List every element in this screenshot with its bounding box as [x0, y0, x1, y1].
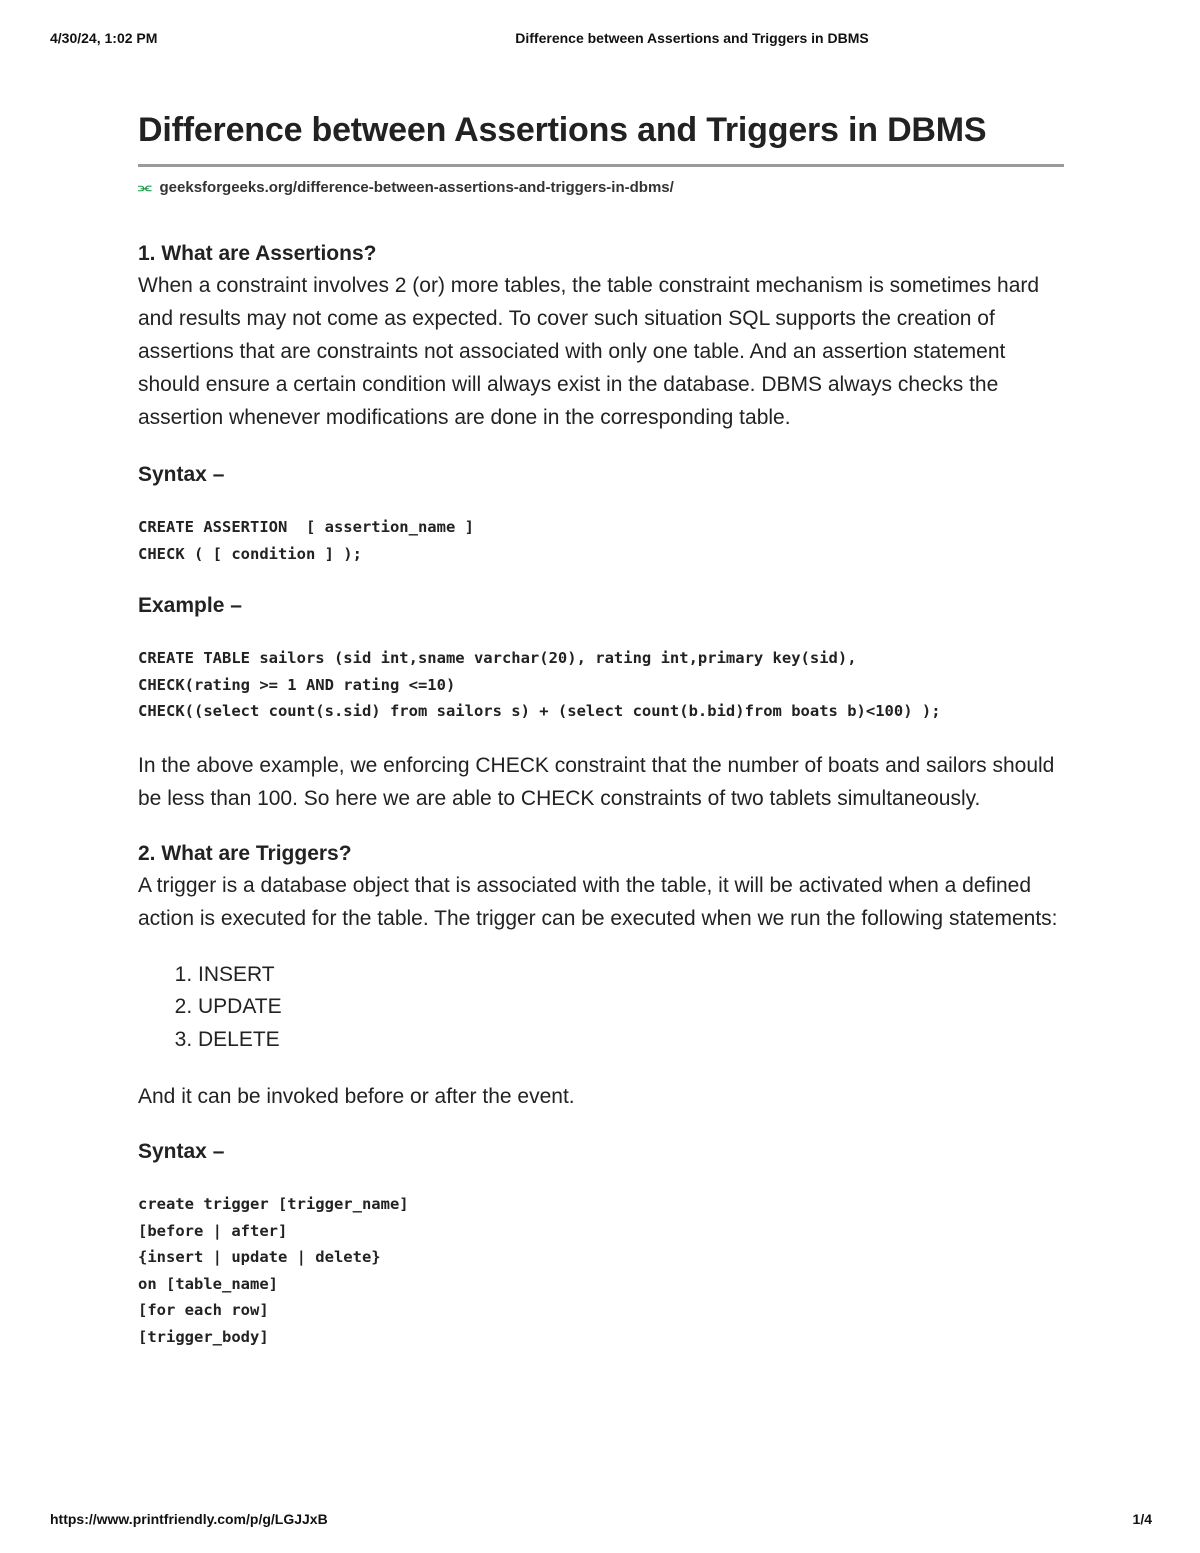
trigger-syntax-code: create trigger [trigger_name] [before | after] {insert | update | delete} on [table_name] [for each row] [trigger_body] — [138, 1195, 409, 1346]
link-icon: ⫘ — [138, 179, 152, 196]
section-heading-triggers: 2. What are Triggers? — [138, 841, 352, 865]
article — [138, 106, 1064, 1350]
triggers-paragraph: A trigger is a database object that is associated with the table, it will be activated when a defined action is executed for the table. The trigger can be executed when we run the following statements: — [138, 873, 1058, 930]
list-item: 1. INSERT — [198, 959, 1064, 992]
list-item: 2. UPDATE — [198, 991, 1064, 1024]
assertion-example-code: CREATE TABLE sailors (sid int,sname varchar(20), rating int,primary key(sid), CHECK(rating >= 1 AND rating <=10) CHECK((select count(s.sid) from sailors s) + (select count(b.bid)from boats b)<100) ); — [138, 649, 941, 720]
trigger-statements-list — [138, 959, 1064, 1057]
source-line — [138, 177, 1064, 199]
syntax-label: Syntax – — [138, 463, 225, 486]
print-footer-url: https://www.printfriendly.com/p/g/LGJJxB — [50, 1511, 328, 1527]
assertions-paragraph: When a constraint involves 2 (or) more tables, the table constraint mechanism is sometimes hard and results may not come as expected. To cover such situation SQL supports the creation of assertions that are constraints not associated with only one table. And an assertion statement should ensure a certain condition will always exist in the database. DBMS always checks the assertion whenever modifications are done in the corresponding table. — [138, 274, 1040, 429]
list-item: 3. DELETE — [198, 1024, 1064, 1057]
syntax-label: Syntax – — [138, 1140, 225, 1163]
page-number: 1/4 — [1132, 1511, 1152, 1527]
title-divider — [138, 164, 1064, 167]
print-datetime: 4/30/24, 1:02 PM — [50, 30, 158, 46]
print-footer — [0, 1511, 1200, 1531]
print-header — [0, 30, 1200, 50]
source-link[interactable]: geeksforgeeks.org/difference-between-assertions-and-triggers-in-dbms/ — [159, 179, 674, 196]
print-page-title: Difference between Assertions and Triggers in DBMS — [515, 30, 869, 46]
assertion-syntax-code: CREATE ASSERTION [ assertion_name ] CHECK ( [ condition ] ); — [138, 518, 474, 563]
example-explanation: In the above example, we enforcing CHECK constraint that the number of boats and sailors should be less than 100. So here we are able to CHECK constraints of two tablets simultaneously. — [138, 753, 1055, 810]
article-title: Difference between Assertions and Triggers in DBMS — [138, 111, 987, 149]
section-heading-assertions: 1. What are Assertions? — [138, 242, 377, 265]
invocation-text: And it can be invoked before or after the event. — [138, 1085, 575, 1108]
example-label: Example – — [138, 594, 242, 617]
